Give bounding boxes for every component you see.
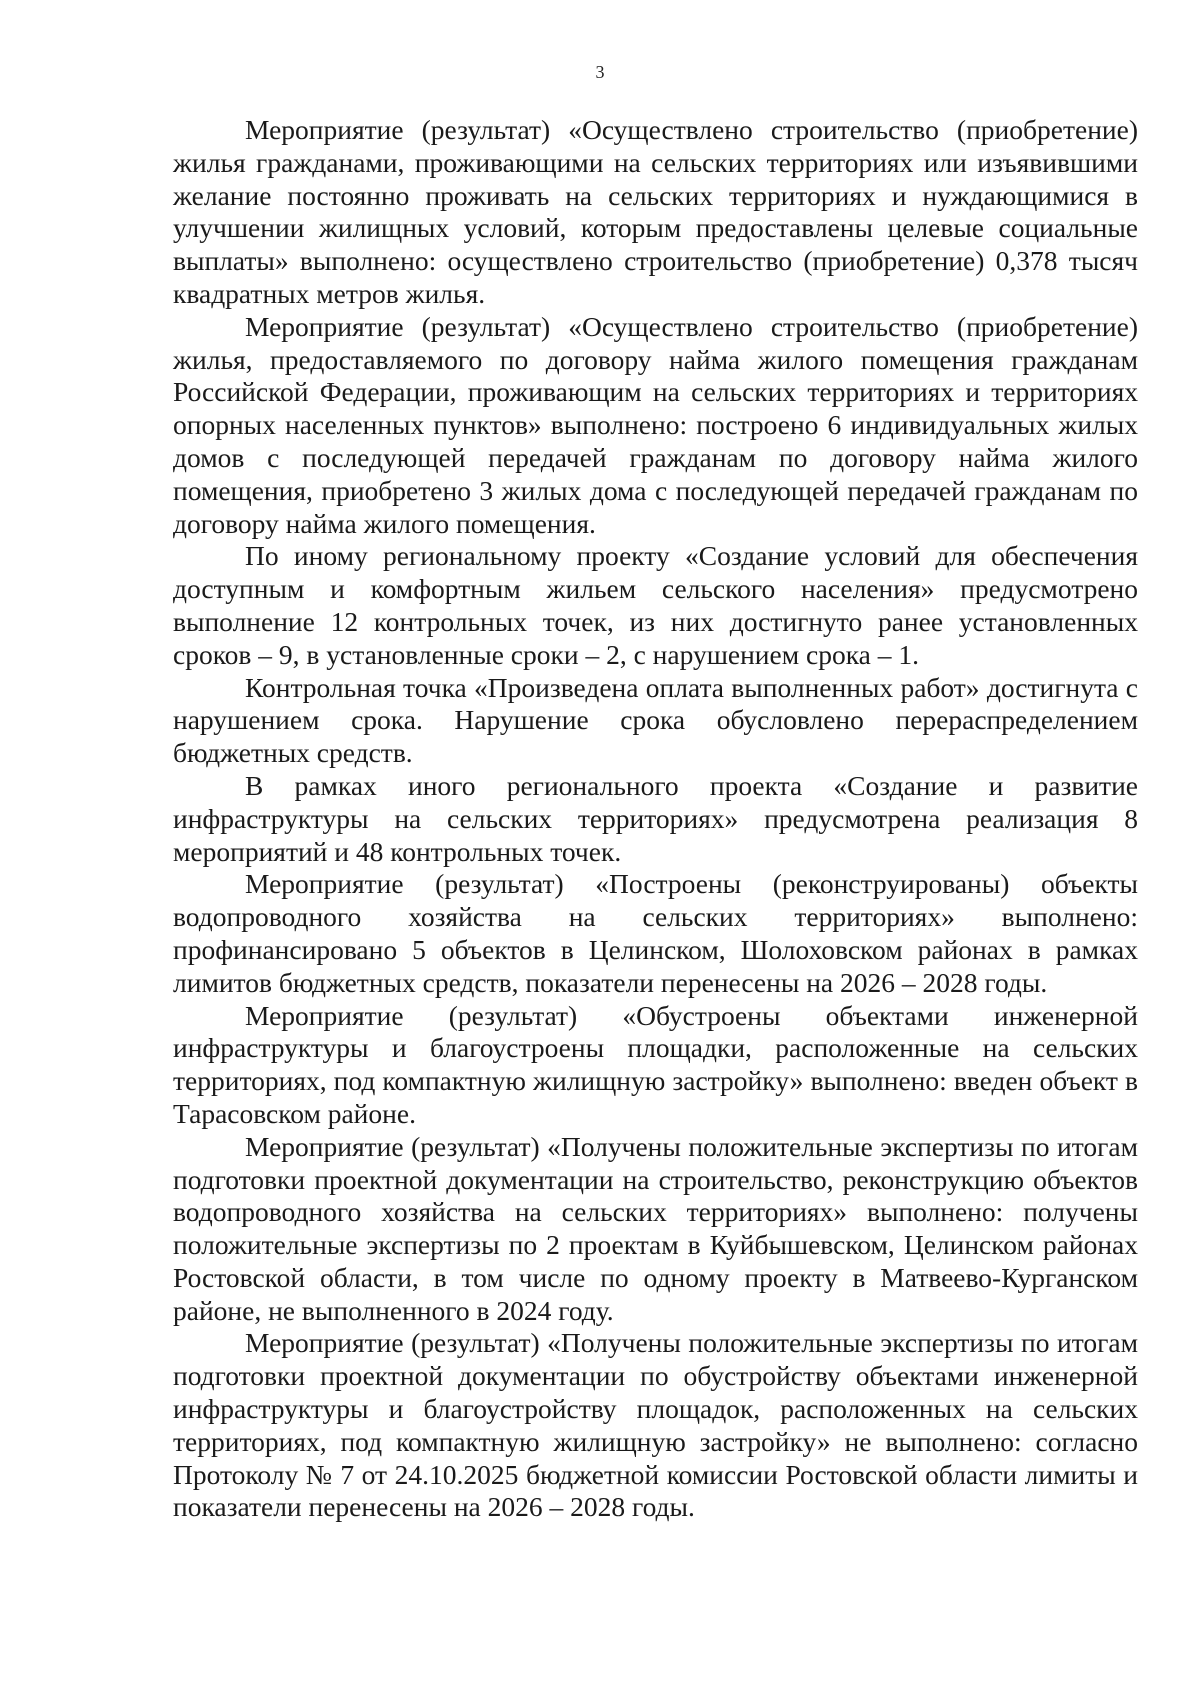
paragraph-7: Мероприятие (результат) «Обустроены объектами инженерной инфраструктуры и благоустроены площадки, расположенные на сельских территориях, под компактную жилищную застройку» выполнено: введен объект в Тарасовском районе. [173,999,1138,1129]
paragraph-6: Мероприятие (результат) «Построены (реконструированы) объекты водопроводного хозяйства на сельских территориях» выполнено: профинансировано 5 объектов в Целинском, Шолоховском районах в рамках лимитов бюджетных средств, показатели перенесены на 2026 – 2028 годы. [173,868,1138,998]
document-body [173,114,1138,1524]
paragraph-3: По иному региональному проекту «Создание условий для обеспечения доступным и комфортным жильем сельского населения» предусмотрено выполнение 12 контрольных точек, из них достигнуто ранее установленных сроков – 9, в установленные сроки – 2, с нарушением срока – 1. [173,540,1138,670]
paragraph-2: Мероприятие (результат) «Осуществлено строительство (приобретение) жилья, предоставляемого по договору найма жилого помещения гражданам Российской Федерации, проживающим на сельских территориях и территориях опорных населенных пунктов» выполнено: построено 6 индивидуальных жилых домов с последующей передачей гражданам по договору найма жилого помещения, приобретено 3 жилых дома с последующей передачей гражданам по договору найма жилого помещения. [173,310,1138,539]
page-number: 3 [595,62,605,82]
paragraph-8: Мероприятие (результат) «Получены положительные экспертизы по итогам подготовки проектной документации на строительство, реконструкцию объектов водопроводного хозяйства на сельских территориях» выполнено: получены положительные экспертизы по 2 проектам в Куйбышевском, Целинском районах Ростовской области, в том числе по одному проекту в Матвеево-Курганском районе, не выполненного в 2024 году. [173,1130,1138,1326]
paragraph-5: В рамках иного регионального проекта «Создание и развитие инфраструктуры на сельских территориях» предусмотрена реализация 8 мероприятий и 48 контрольных точек. [173,769,1138,867]
paragraph-9: Мероприятие (результат) «Получены положительные экспертизы по итогам подготовки проектной документации по обустройству объектами инженерной инфраструктуры и благоустройству площадок, расположенных на сельских территориях, под компактную жилищную застройку» не выполнено: согласно Протоколу № 7 от 24.10.2025 бюджетной комиссии Ростовской области лимиты и показатели перенесены на 2026 – 2028 годы. [173,1327,1138,1523]
paragraph-4: Контрольная точка «Произведена оплата выполненных работ» достигнута с нарушением срока. Нарушение срока обусловлено перераспределением бюджетных средств. [173,671,1138,769]
paragraph-1: Мероприятие (результат) «Осуществлено строительство (приобретение) жилья гражданами, проживающими на сельских территориях или изъявившими желание постоянно проживать на сельских территориях и нуждающимися в улучшении жилищных условий, которым предоставлены целевые социальные выплаты» выполнено: осуществлено строительство (приобретение) 0,378 тысяч квадратных метров жилья. [173,114,1138,309]
